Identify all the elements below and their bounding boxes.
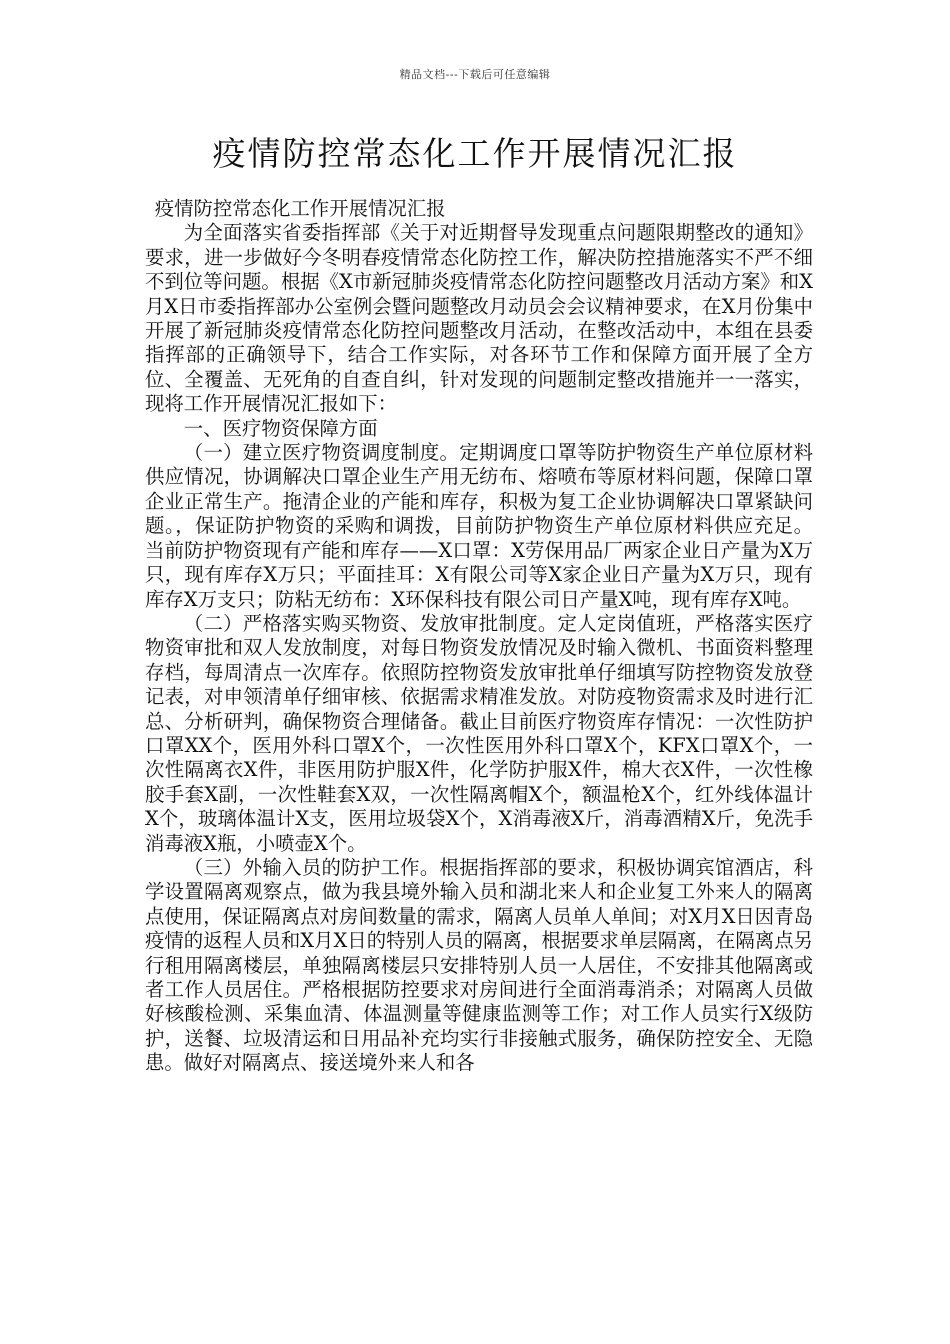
document-subtitle: 疫情防控常态化工作开展情况汇报 bbox=[154, 197, 446, 220]
header-note: 精品文档---下载后可任意编辑 bbox=[399, 68, 551, 81]
document-body bbox=[145, 197, 813, 1076]
paragraph-intro: 为全面落实省委指挥部《关于对近期督导发现重点问题限期整改的通知》要求，进一步做好今冬明春疫情常态化防控工作，解决防控措施落实不严不细不到位等问题。根据《X市新冠肺炎疫情常态化防控问题整改月活动方案》和X月X日市委指挥部办公室例会暨问题整改月动员会会议精神要求，在X月份集中开展了新冠肺炎疫情常态化防控问题整改月活动，在整改活动中，本组在县委指挥部的正确领导下，结合工作实际，对各环节工作和保障方面开展了全方位、全覆盖、无死角的自查自纠，针对发现的问题制定整改措施并一一落实，现将工作开展情况汇报如下： bbox=[145, 221, 813, 416]
paragraph-inbound-protection: （三）外输入员的防护工作。根据指挥部的要求，积极协调宾馆酒店，科学设置隔离观察点，做为我县境外输入员和湖北来人和企业复工外来人的隔离点使用，保证隔离点对房间数量的需求，隔离人员单人单间；对X月X日因青岛疫情的返程人员和X月X日的特别人员的隔离，根据要求单层隔离，在隔离点另行租用隔离楼层，单独隔离楼层只安排特别人员一人居住，不安排其他隔离或者工作人员居住。严格根据防控要求对房间进行全面消毒消杀；对隔离人员做好核酸检测、采集血清、体温测量等健康监测等工作；对工作人员实行X级防护，送餐、垃圾清运和日用品补充均实行非接触式服务，确保防控安全、无隐患。做好对隔离点、接送境外来人和各 bbox=[145, 855, 813, 1075]
paragraph-dispatch-system: （一）建立医疗物资调度制度。定期调度口罩等防护物资生产单位原材料供应情况，协调解决口罩企业生产用无纺布、熔喷布等原材料问题，保障口罩企业正常生产。拖清企业的产能和库存，积极为复工企业协调解决口罩紧缺问题。，保证防护物资的采购和调拨，目前防护物资生产单位原材料供应充足。当前防护物资现有产能和库存——X口罩：X劳保用品厂两家企业日产量为X万只，现有库存X万只；平面挂耳：X有限公司等X家企业日产量为X万只，现有库存X万支只；防粘无纺布：X环保科技有限公司日产量X吨，现有库存X吨。 bbox=[145, 441, 813, 611]
document-title: 疫情防控常态化工作开展情况汇报 bbox=[212, 134, 738, 173]
paragraph-approval-system: （二）严格落实购买物资、发放审批制度。定人定岗值班，严格落实医疗物资审批和双人发放制度，对每日物资发放情况及时输入微机、书面资料整理存档，每周清点一次库存。依照防控物资发放审批单仔细填写防控物资发放登记表，对申领清单仔细审核、依据需求精准发放。对防疫物资需求及时进行汇总、分析研判，确保物资合理储备。截止目前医疗物资库存情况：一次性防护口罩XX个，医用外科口罩X个，一次性医用外科口罩X个，KFX口罩X个，一次性隔离衣X件，非医用防护服X件，化学防护服X件，棉大衣X件，一次性橡胶手套X副，一次性鞋套X双，一次性隔离帽X个，额温枪X个，红外线体温计X个，玻璃体温计X支，医用垃圾袋X个，X消毒液X斤，消毒酒精X斤，免洗手消毒液X瓶，小喷壶X个。 bbox=[145, 611, 813, 855]
section-heading-medical-supplies: 一、医疗物资保障方面 bbox=[183, 416, 378, 440]
